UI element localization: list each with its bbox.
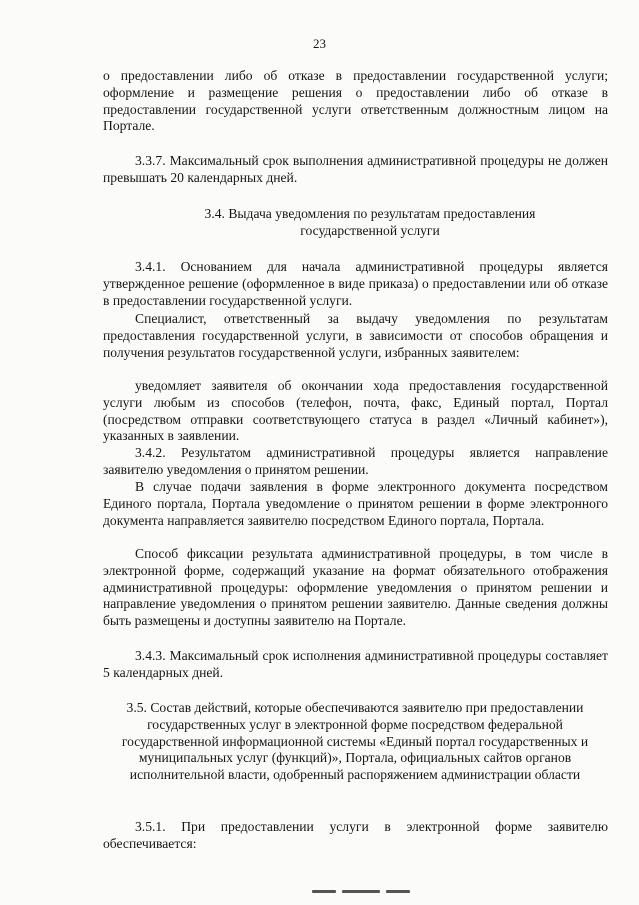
section-heading-3-4 bbox=[175, 206, 565, 240]
paragraph-text: Специалист, ответственный за выдачу уведомления по результатам предоставления государственной услуги, в зависимости от способов обращения и получения результатов государственной услуги, избранных заявителем: bbox=[103, 311, 608, 360]
paragraph-3-4-2 bbox=[103, 445, 608, 479]
paragraph-text: 3.5.1. При предоставлении услуги в электронной форме заявителю обеспечивается: bbox=[103, 819, 608, 851]
heading-text: 3.4. Выдача уведомления по результатам предоставления государственной услуги bbox=[204, 206, 536, 238]
paragraph-specialist bbox=[103, 311, 608, 361]
paragraph-text: уведомляет заявителя об окончании хода предоставления государственной услуги любым из способов (телефон, почта, факс, Единый портал, Портал (посредством отправки соответствующего статуса в раздел «Личный кабинет»), указанных в заявлении. bbox=[103, 378, 608, 444]
paragraph-3-3-7 bbox=[103, 153, 608, 187]
paragraph-3-4-3 bbox=[103, 648, 608, 682]
paragraph-text: 3.4.1. Основанием для начала административной процедуры является утвержденное решение (оформленное в виде приказа) о предоставлении или об отказе в предоставлении государственной услуги. bbox=[103, 259, 608, 308]
paragraph-text: В случае подачи заявления в форме электронного документа посредством Единого портала, Портала уведомление о принятом решении в форме электронного документа направляется заявителю посредством Единого портала, Портала. bbox=[103, 479, 608, 528]
page-bottom-mark bbox=[342, 890, 380, 893]
page-bottom-mark bbox=[386, 890, 410, 893]
paragraph-3-4-1 bbox=[103, 259, 608, 309]
paragraph-text: 3.4.2. Результатом административной процедуры является направление заявителю уведомления о принятом решении. bbox=[103, 445, 608, 477]
paragraph-3-5-1 bbox=[103, 819, 608, 853]
heading-text: 3.5. Состав действий, которые обеспечиваются заявителю при предоставлении государственных услуг в электронной форме посредством федеральной государственной информационной системы «Единый портал государственных и муниципальных услуг (функций)», Портала, официальных сайтов органов исполнительной власти, одобренный распоряжением администрации области bbox=[121, 700, 589, 783]
paragraph-electronic-form bbox=[103, 479, 608, 529]
paragraph-decision-publication bbox=[103, 68, 608, 135]
paragraph-text: Способ фиксации результата административной процедуры, в том числе в электронной форме, содержащий указание на формат обязательного отображения административной процедуры: оформление уведомления о принятом решении и направление уведомления о принятом решении заявителю. Данные сведения должны быть размещены и доступны заявителю на Портале. bbox=[103, 546, 608, 629]
paragraph-fixation-method bbox=[103, 546, 608, 630]
paragraph-notify bbox=[103, 378, 608, 445]
paragraph-text: 3.3.7. Максимальный срок выполнения административной процедуры не должен превышать 20 календарных дней. bbox=[103, 153, 608, 185]
page-bottom-mark bbox=[312, 890, 336, 893]
section-heading-3-5 bbox=[105, 700, 605, 784]
paragraph-text: 3.4.3. Максимальный срок исполнения административной процедуры составляет 5 календарных дней. bbox=[103, 648, 608, 680]
page-number: 23 bbox=[313, 36, 326, 51]
paragraph-text: о предоставлении либо об отказе в предоставлении государственной услуги; оформление и размещение решения о предоставлении либо об отказе в предоставлении государственной услуги ответственным должностным лицом на Портале. bbox=[103, 68, 608, 134]
